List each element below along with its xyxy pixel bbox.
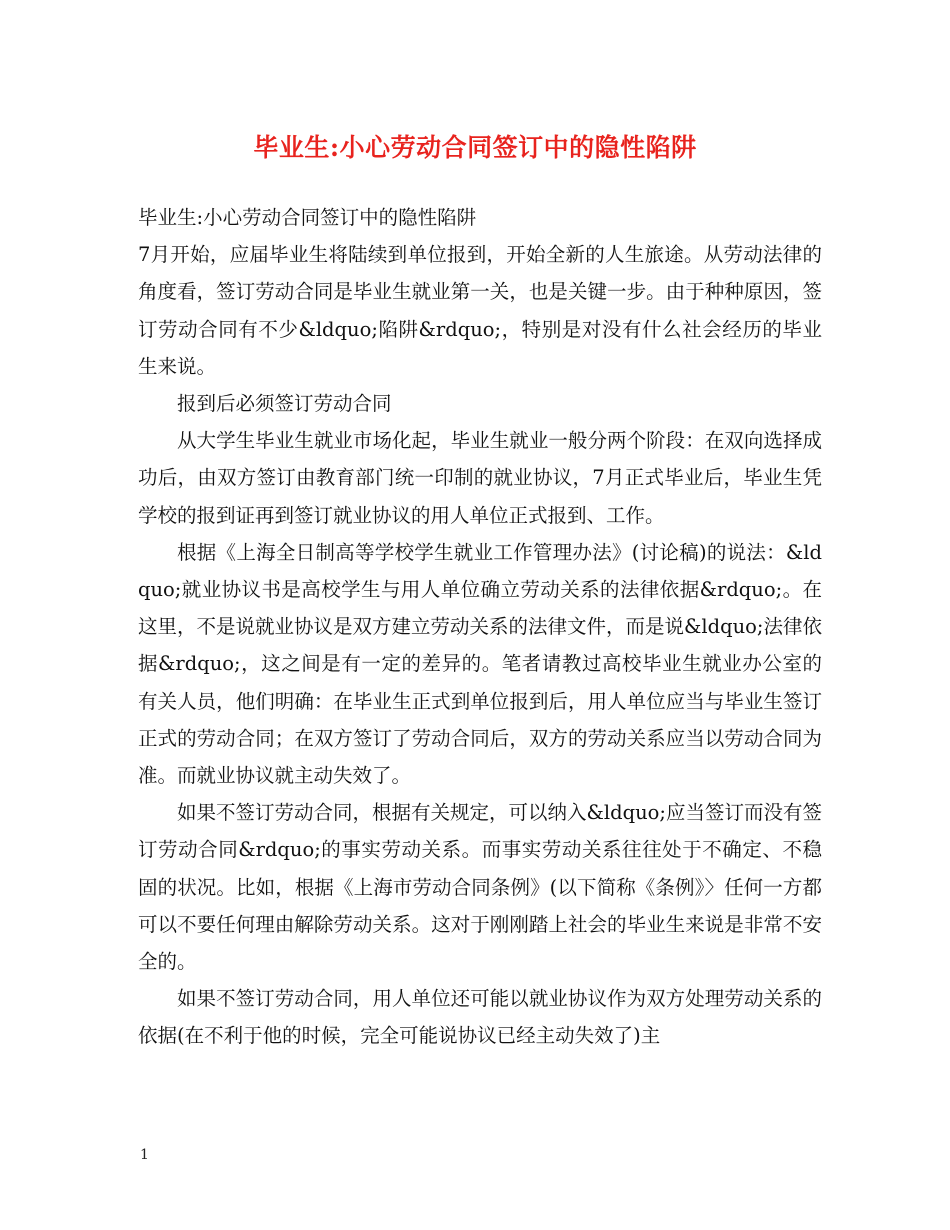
- document-body: [138, 199, 822, 1055]
- section-heading: 报到后必须签订劳动合同: [177, 392, 392, 416]
- paragraph: 7月开始，应届毕业生将陆续到单位报到，开始全新的人生旅途。从劳动法律的角度看，签订劳动合同是毕业生就业第一关，也是关键一步。由于种种原因，签订劳动合同有不少&ldquo;陷阱&rdquo;，特别是对没有什么社会经历的毕业生来说。: [138, 243, 822, 378]
- paragraph: 从大学生毕业生就业市场化起，毕业生就业一般分两个阶段：在双向选择成功后，由双方签订由教育部门统一印制的就业协议，7月正式毕业后，毕业生凭学校的报到证再到签订就业协议的用人单位正式报到、工作。: [138, 429, 822, 527]
- paragraph: 如果不签订劳动合同，根据有关规定，可以纳入&ldquo;应当签订而没有签订劳动合同&rdquo;的事实劳动关系。而事实劳动关系往往处于不确定、不稳固的状况。比如，根据《上海市劳动合同条例》(以下简称《条例》〉任何一方都可以不要任何理由解除劳动关系。这对于刚刚踏上社会的毕业生来说是非常不安全的。: [138, 801, 822, 974]
- document-title: 毕业生:小心劳动合同签订中的隐性陷阱: [253, 133, 697, 162]
- page-number: 1: [140, 1147, 149, 1163]
- paragraph: 根据《上海全日制高等学校学生就业工作管理办法》(讨论稿)的说法：&ldquo;就业协议书是高校学生与用人单位确立劳动关系的法律依据&rdquo;。在这里，不是说就业协议是双方建立劳动关系的法律文件，而是说&ldquo;法律依据&rdquo;，这之间是有一定的差异的。笔者请教过高校毕业生就业办公室的有关人员，他们明确：在毕业生正式到单位报到后，用人单位应当与毕业生签订正式的劳动合同；在双方签订了劳动合同后，双方的劳动关系应当以劳动合同为准。而就业协议就主动失效了。: [138, 540, 822, 788]
- paragraph: 如果不签订劳动合同，用人单位还可能以就业协议作为双方处理劳动关系的依据(在不利于他的时候，完全可能说协议已经主动失效了)主: [138, 987, 822, 1048]
- paragraph-heading: 毕业生:小心劳动合同签订中的隐性陷阱: [138, 206, 477, 229]
